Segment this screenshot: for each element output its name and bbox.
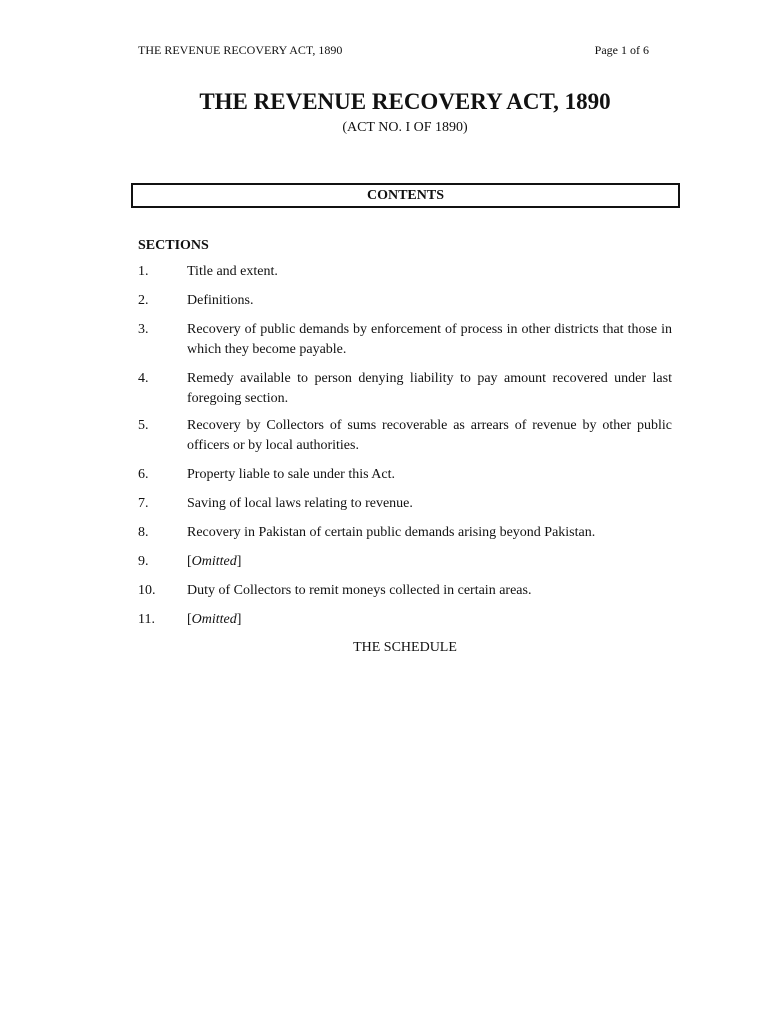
section-title: Recovery by Collectors of sums recoverable as arrears of revenue by other public officers or by local authorities. <box>187 418 672 453</box>
section-number: 5. <box>138 418 149 433</box>
section-title: Recovery in Pakistan of certain public demands arising beyond Pakistan. <box>187 525 596 540</box>
section-number: 10. <box>138 583 156 598</box>
contents-heading: CONTENTS <box>131 183 680 208</box>
section-title: Title and extent. <box>187 264 278 279</box>
section-title: [Omitted] <box>187 612 242 627</box>
document-title: THE REVENUE RECOVERY ACT, 1890 <box>199 89 611 114</box>
section-item-3 <box>138 320 672 359</box>
section-title: Recovery of public demands by enforcement of process in other districts that those in which they become payable. <box>187 322 672 357</box>
running-header-title: THE REVENUE RECOVERY ACT, 1890 <box>138 43 343 57</box>
act-number: (ACT NO. I OF 1890) <box>342 120 468 135</box>
section-title: Remedy available to person denying liability to pay amount recovered under last foregoing section. <box>187 371 672 406</box>
section-item-2 <box>138 291 672 311</box>
section-item-10 <box>138 581 672 601</box>
section-item-9 <box>138 552 672 572</box>
section-title: Duty of Collectors to remit moneys collected in certain areas. <box>187 583 532 598</box>
section-number: 6. <box>138 467 149 482</box>
section-number: 9. <box>138 554 149 569</box>
section-item-4 <box>138 369 672 408</box>
section-item-6 <box>138 465 672 485</box>
sections-heading: SECTIONS <box>138 238 209 253</box>
section-title: Saving of local laws relating to revenue. <box>187 496 413 511</box>
omitted-note: Omitted <box>191 554 237 569</box>
section-item-11 <box>138 610 672 630</box>
section-item-7 <box>138 494 672 514</box>
section-title: Property liable to sale under this Act. <box>187 467 396 482</box>
section-item-5 <box>138 416 672 455</box>
section-title: Definitions. <box>187 293 254 308</box>
omitted-note: Omitted <box>191 612 237 627</box>
section-item-1 <box>138 262 672 282</box>
running-header <box>138 43 649 57</box>
section-item-8 <box>138 523 672 543</box>
page-number: Page 1 of 6 <box>594 43 649 57</box>
section-number: 4. <box>138 371 149 386</box>
section-number: 1. <box>138 264 149 279</box>
section-number: 2. <box>138 293 149 308</box>
section-number: 7. <box>138 496 149 511</box>
section-number: 11. <box>138 612 155 627</box>
section-number: 8. <box>138 525 149 540</box>
section-title: [Omitted] <box>187 554 242 569</box>
section-number: 3. <box>138 322 149 337</box>
schedule-heading: THE SCHEDULE <box>353 640 457 655</box>
